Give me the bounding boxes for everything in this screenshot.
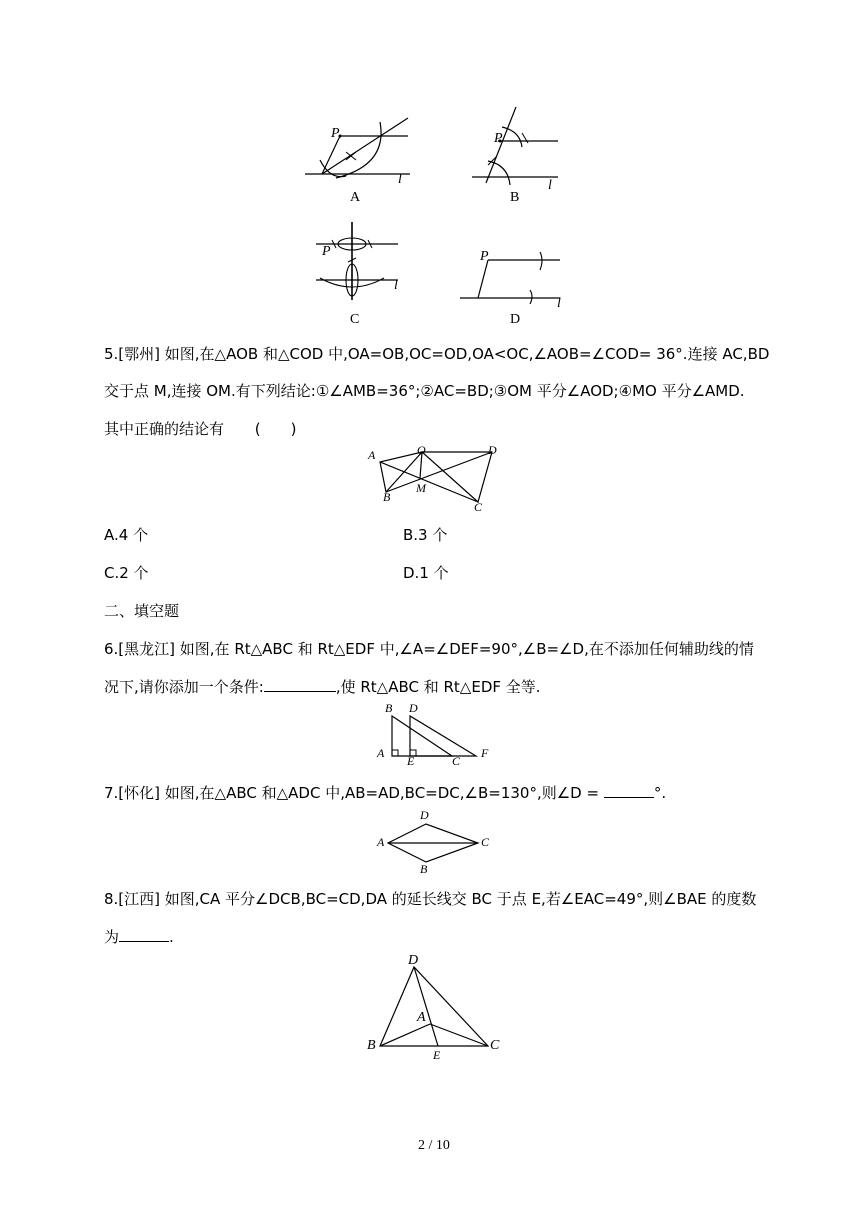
q8-fig-label-d: D [408, 953, 419, 968]
fig-c-label-l: l [394, 278, 398, 293]
q8-figure [380, 966, 490, 1048]
q6-fig-label-e: E [407, 754, 415, 768]
fig-c-label-p: P [322, 244, 331, 259]
q7-stem: 7.[怀化] 如图,在△ABC 和△ADC 中,AB=AD,BC=DC,∠B=130°,则∠D = [104, 784, 600, 802]
q8-fig-label-e: E [433, 1048, 441, 1062]
q6-line-2 [104, 676, 541, 697]
q6-answer-blank[interactable] [264, 677, 336, 692]
page-number: 2 / 10 [418, 1138, 450, 1153]
fig-b-label-l: l [548, 178, 552, 193]
fig-b-label-p: P [494, 131, 503, 146]
q8-line-2-end: . [169, 928, 174, 946]
figure-d [458, 246, 568, 306]
q6-fig-label-c: C [452, 754, 461, 768]
fig-b-caption: B [510, 190, 520, 205]
figure-b [468, 105, 568, 190]
q6-figure [388, 714, 484, 760]
q5-line-1: 5.[鄂州] 如图,在△AOB 和△COD 中,OA=OB,OC=OD,OA<OC,∠AOB=∠COD= 36°.连接 AC,BD [104, 345, 770, 363]
q5-option-b: B.3 个 [403, 526, 448, 544]
q6-line-1: 6.[黑龙江] 如图,在 Rt△ABC 和 Rt△EDF 中,∠A=∠DEF=90°,∠B=∠D,在不添加任何辅助线的情 [104, 640, 754, 658]
q8-line-2 [104, 926, 174, 947]
figure-a [300, 110, 420, 190]
q5-stem-end: 其中正确的结论有 [104, 420, 225, 438]
q6-fig-label-b: B [385, 701, 393, 715]
q5-fig-label-b: B [383, 490, 391, 504]
q7-line-1 [104, 782, 666, 803]
q5-option-d: D.1 个 [403, 564, 449, 582]
fig-d-caption: D [510, 312, 521, 327]
fig-c-caption: C [350, 312, 360, 327]
q8-fig-label-a: A [417, 1010, 426, 1025]
q5-fig-label-d: D [488, 443, 497, 457]
q5-answer-bracket: ( ) [254, 420, 297, 438]
q6-fig-label-f: F [481, 746, 489, 760]
q7-figure [388, 822, 480, 864]
q6-line-2-end: ,使 Rt△ABC 和 Rt△EDF 全等. [335, 678, 541, 696]
q5-option-a: A.4 个 [104, 526, 149, 544]
fig-d-label-l: l [557, 296, 561, 311]
q5-fig-label-o: O [417, 443, 426, 457]
q7-fig-label-a: A [377, 835, 385, 849]
q7-answer-blank[interactable] [604, 783, 654, 798]
fig-a-label-l: l [398, 172, 402, 187]
q5-line-2: 交于点 M,连接 OM.有下列结论:①∠AMB=36°;②AC=BD;③OM 平分∠AOD;④MO 平分∠AMD. [104, 382, 745, 400]
q5-fig-label-a: A [368, 448, 376, 462]
q8-line-1: 8.[江西] 如图,CA 平分∠DCB,BC=CD,DA 的延长线交 BC 于点 E,若∠EAC=49°,则∠BAE 的度数 [104, 890, 757, 908]
fig-a-caption: A [350, 190, 361, 205]
q5-line-3 [104, 418, 297, 439]
q8-fig-label-b: B [367, 1038, 376, 1053]
q5-fig-label-m: M [416, 481, 426, 495]
figure-c [312, 218, 402, 304]
q8-answer-blank[interactable] [119, 927, 169, 942]
q7-fig-label-b: B [420, 862, 428, 876]
q6-line-2-start: 况下,请你添加一个条件: [104, 678, 264, 696]
fig-a-label-p: P [331, 126, 340, 141]
q8-line-2-start: 为 [104, 928, 120, 946]
q6-fig-label-a: A [377, 746, 385, 760]
q7-fig-label-d: D [420, 808, 429, 822]
q7-degree: °. [653, 784, 667, 802]
q6-fig-label-d: D [409, 701, 418, 715]
fig-d-label-p: P [480, 249, 489, 264]
q5-option-c: C.2 个 [104, 564, 149, 582]
section-title: 二、填空题 [104, 602, 180, 620]
q7-fig-label-c: C [481, 835, 490, 849]
q8-fig-label-c: C [490, 1038, 500, 1053]
q5-fig-label-c: C [474, 500, 483, 514]
